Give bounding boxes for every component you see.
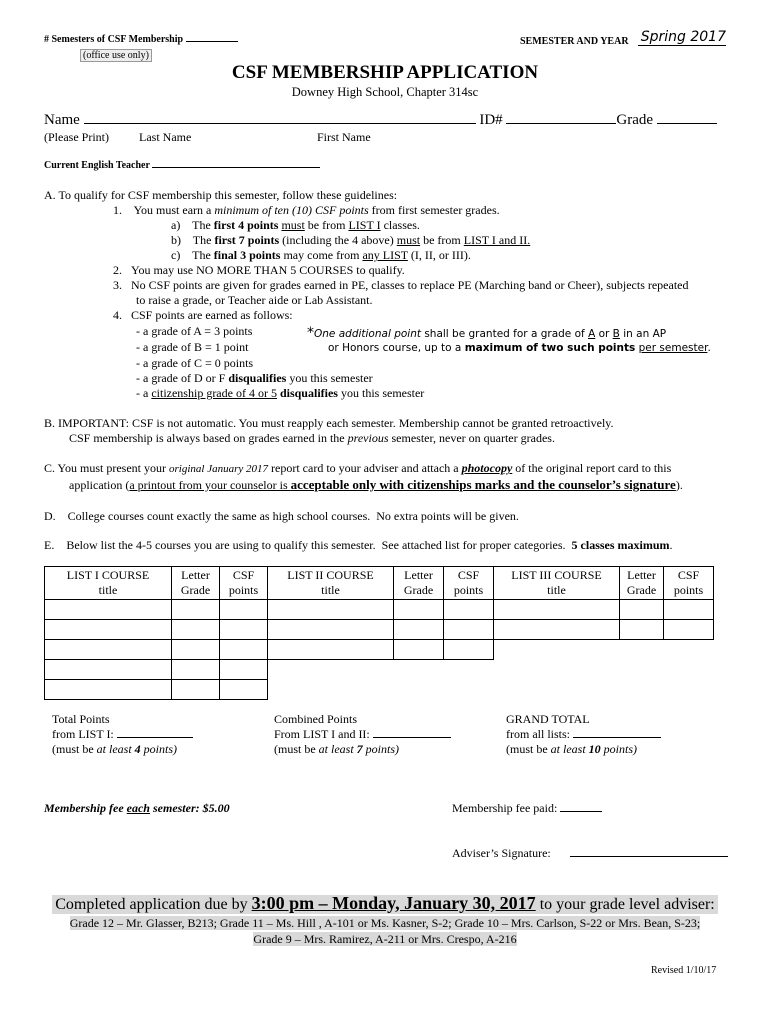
text-emphasis: minimum of ten (10) CSF points xyxy=(214,203,369,217)
text-underline: must xyxy=(281,218,305,232)
section-b-line2 xyxy=(69,431,555,446)
text-underline: LIST I and II. xyxy=(463,233,531,247)
last-name-caption: Last Name xyxy=(139,130,192,144)
table-header-row xyxy=(45,567,714,600)
col-header-grade: Letter Grade xyxy=(620,567,664,600)
text: Completed application due by xyxy=(55,896,252,913)
text: be from xyxy=(304,218,349,232)
text-underline: a printout from your counselor is xyxy=(129,478,291,492)
course-cell[interactable] xyxy=(494,600,620,620)
id-input-line[interactable] xyxy=(506,123,616,124)
text: - a xyxy=(136,386,152,400)
section-a-item1b xyxy=(171,233,530,248)
text-underline: any LIST xyxy=(362,248,408,262)
text: CSF points are earned as follows: xyxy=(131,308,293,322)
grade-a-rule: - a grade of A = 3 points xyxy=(136,324,253,338)
col-header-list3: LIST III COURSE title xyxy=(494,567,620,600)
revised-date: Revised 1/10/17 xyxy=(651,965,717,976)
course-cell[interactable] xyxy=(45,600,172,620)
page-title: CSF MEMBERSHIP APPLICATION xyxy=(231,62,539,83)
text-bold: 4 xyxy=(134,742,141,756)
due-highlight xyxy=(52,895,717,914)
grade-cell[interactable] xyxy=(394,620,444,640)
text: (I, II, or III). xyxy=(407,248,471,262)
points-cell[interactable] xyxy=(444,600,494,620)
text-bold: final 3 points xyxy=(213,248,281,262)
text-emphasis: at least xyxy=(550,742,589,756)
section-a-item2 xyxy=(113,263,405,278)
adviser-signature-input[interactable] xyxy=(570,856,728,857)
empty-cell xyxy=(494,640,714,660)
points-cell[interactable] xyxy=(220,640,268,660)
semesters-input-line[interactable] xyxy=(186,41,238,42)
semester-year-label: SEMESTER AND YEAR xyxy=(520,36,629,47)
advisers-list-line1 xyxy=(0,916,770,931)
text-bold: 5 classes maximum xyxy=(571,538,670,552)
item-number: c) xyxy=(171,248,181,262)
grand-total xyxy=(506,712,661,757)
course-cell[interactable] xyxy=(268,600,394,620)
text: application ( xyxy=(69,478,130,492)
course-cell[interactable] xyxy=(268,620,394,640)
text-bold: disqualifies xyxy=(279,386,338,400)
grade-cell[interactable] xyxy=(620,600,664,620)
text: . xyxy=(707,342,711,354)
text-bold: first 4 points xyxy=(213,218,279,232)
text-emphasis: at least xyxy=(96,742,135,756)
text: ). xyxy=(675,478,683,492)
text-underline: B xyxy=(612,328,620,340)
table-row xyxy=(45,640,714,660)
col-header-list2: LIST II COURSE title xyxy=(268,567,394,600)
text: shall be granted for a grade of xyxy=(420,328,589,340)
text: from first semester grades. xyxy=(368,203,500,217)
section-a-item3-cont: to raise a grade, or Teacher aide or Lab Assistant. xyxy=(136,293,373,307)
item-number: 1. xyxy=(113,203,122,217)
text: (must be xyxy=(274,742,319,756)
office-use-note: (office use only) xyxy=(80,49,152,62)
points-cell[interactable] xyxy=(444,640,494,660)
grade-b-rule: - a grade of B = 1 point xyxy=(136,340,249,354)
course-cell[interactable] xyxy=(45,640,172,660)
text-emphasis: at least xyxy=(318,742,357,756)
teacher-input-line[interactable] xyxy=(152,167,320,168)
section-d: D. College courses count exactly the same as high school courses. No extra points will be given. xyxy=(44,509,519,523)
col-header-grade: Letter Grade xyxy=(172,567,220,600)
due-date: 3:00 pm – Monday, January 30, 2017 xyxy=(251,893,536,913)
teacher-field xyxy=(44,160,320,171)
text-bold: disqualifies xyxy=(228,371,287,385)
grade-input-line[interactable] xyxy=(657,123,717,124)
adviser-signature-field xyxy=(452,846,728,861)
semester-year-field[interactable] xyxy=(638,29,726,46)
item-number: a) xyxy=(171,218,181,232)
grade-cell[interactable] xyxy=(172,680,220,700)
course-cell[interactable] xyxy=(45,680,172,700)
fee-paid-input[interactable] xyxy=(560,811,602,812)
col-header-grade: Letter Grade xyxy=(394,567,444,600)
section-a-item3 xyxy=(113,278,689,293)
text: Membership fee xyxy=(44,801,127,815)
name-row xyxy=(44,112,717,129)
text-bold-underline: photocopy xyxy=(461,461,513,475)
text-underline: A xyxy=(588,328,596,340)
col-header-points: CSF points xyxy=(444,567,494,600)
course-cell[interactable] xyxy=(494,620,620,640)
total-list1-input[interactable] xyxy=(117,737,193,738)
fee-paid-field xyxy=(452,801,602,816)
text: classes. xyxy=(380,218,420,232)
text: (including the 4 above) xyxy=(279,233,397,247)
advisers-list-line2 xyxy=(0,932,770,947)
text-emphasis: points) xyxy=(362,742,400,756)
section-b-line1: B. IMPORTANT: CSF is not automatic. You must reapply each semester. Membership cannot be granted retroactively. xyxy=(44,416,614,430)
total-sublabel: From LIST I and II: xyxy=(274,727,370,741)
grade-df-rule xyxy=(136,371,373,386)
text: You must earn a xyxy=(133,203,215,217)
grade-cell[interactable] xyxy=(172,620,220,640)
first-name-caption: First Name xyxy=(317,130,371,144)
text: The xyxy=(192,248,214,262)
course-table xyxy=(44,566,714,700)
section-c-line1 xyxy=(44,461,671,476)
section-a-item1 xyxy=(113,203,500,218)
text-bold: first 7 points xyxy=(214,233,280,247)
please-print: (Please Print) xyxy=(44,130,109,144)
points-cell[interactable] xyxy=(444,620,494,640)
total-sublabel: from LIST I: xyxy=(52,727,114,741)
text: semester, never on quarter grades. xyxy=(388,431,555,445)
text-underline: each xyxy=(126,801,150,815)
section-a-intro: A. To qualify for CSF membership this semester, follow these guidelines: xyxy=(44,188,398,202)
teacher-label: Current English Teacher xyxy=(44,160,150,171)
grade-cell[interactable] xyxy=(394,600,444,620)
grand-total-input[interactable] xyxy=(573,737,661,738)
total-label: Total Points xyxy=(52,712,110,726)
membership-fee-note xyxy=(44,801,230,816)
text-bold-underline: acceptable only with citizenships marks and the counselor’s signature xyxy=(290,477,676,492)
grade-label: Grade xyxy=(616,112,654,128)
points-cell[interactable] xyxy=(220,600,268,620)
text: CSF membership is always based on grades earned in the xyxy=(69,431,348,445)
course-cell[interactable] xyxy=(45,620,172,640)
text: semester: $5.00 xyxy=(149,801,230,815)
page-subtitle: Downey High School, Chapter 314sc xyxy=(291,85,479,99)
total-label: Combined Points xyxy=(274,712,358,726)
section-a-item4 xyxy=(113,308,293,323)
points-cell[interactable] xyxy=(664,600,714,620)
ap-note-line2 xyxy=(328,342,711,354)
item-number: 4. xyxy=(113,308,122,322)
points-cell[interactable] xyxy=(664,620,714,640)
grade-c-rule: - a grade of C = 0 points xyxy=(136,356,254,370)
text: you this semester xyxy=(286,371,373,385)
grade-cell[interactable] xyxy=(172,660,220,680)
text: The xyxy=(192,233,215,247)
text: You may use NO MORE THAN 5 COURSES to qualify. xyxy=(131,263,405,277)
due-notice xyxy=(0,893,770,914)
course-cell[interactable] xyxy=(45,660,172,680)
text: The xyxy=(192,218,214,232)
points-cell[interactable] xyxy=(220,620,268,640)
grade-cell[interactable] xyxy=(620,620,664,640)
text: (must be xyxy=(506,742,551,756)
text-underline: citizenship grade of 4 or 5 xyxy=(151,386,277,400)
text-underline: per semester xyxy=(638,342,708,354)
grade-cell[interactable] xyxy=(172,600,220,620)
text: report card to your adviser and attach a xyxy=(268,461,462,475)
text: in an AP xyxy=(619,328,667,340)
section-a-item1a xyxy=(171,218,420,233)
citizenship-rule xyxy=(136,386,424,401)
semesters-label: # Semesters of CSF Membership xyxy=(44,34,184,45)
col-header-points: CSF points xyxy=(220,567,268,600)
ap-note-line1 xyxy=(307,325,666,341)
text: No CSF points are given for grades earned in PE, classes to replace PE (Marching band or Cheer), subjects repeated xyxy=(131,278,689,292)
advisers-text: Grade 9 – Mrs. Ramirez, A-211 or Mrs. Crespo, A-216 xyxy=(253,932,517,946)
text-bold: maximum of two such points xyxy=(464,342,636,354)
item-number: 3. xyxy=(113,278,122,292)
table-row xyxy=(45,660,714,680)
text-bold: 7 xyxy=(356,742,363,756)
table-row xyxy=(45,600,714,620)
total-sublabel: from all lists: xyxy=(506,727,570,741)
name-label: Name xyxy=(44,112,80,128)
total-label: GRAND TOTAL xyxy=(506,712,590,726)
total-list1 xyxy=(52,712,193,757)
empty-cell xyxy=(268,660,714,680)
points-cell[interactable] xyxy=(220,680,268,700)
text-emphasis: previous xyxy=(347,431,389,445)
text: or xyxy=(595,328,613,340)
table-row xyxy=(45,620,714,640)
asterisk-icon: * xyxy=(307,325,314,341)
text: E. Below list the 4-5 courses you are using to qualify this semester. See attached list for proper categories. xyxy=(44,538,572,552)
text-bold: 10 xyxy=(588,742,601,756)
total-list1-2 xyxy=(274,712,451,757)
text: you this semester xyxy=(337,386,425,400)
text: or Honors course, up to a xyxy=(328,342,465,354)
advisers-text: Grade 12 – Mr. Glasser, B213; Grade 11 – Ms. Hill , A-101 or Ms. Kasner, S-2; Grade 10 – Mrs. Carlson, S-22 or Mrs. Bean, S-23; xyxy=(69,916,701,930)
section-a-item1c xyxy=(171,248,471,263)
col-header-points: CSF points xyxy=(664,567,714,600)
text: C. You must present your xyxy=(44,461,170,475)
total-list2-input[interactable] xyxy=(373,737,451,738)
name-input-line[interactable] xyxy=(84,123,476,124)
text: of the original report card to this xyxy=(512,461,672,475)
text: (must be xyxy=(52,742,97,756)
id-label: ID# xyxy=(479,112,503,128)
text-underline: LIST I xyxy=(348,218,381,232)
table-row xyxy=(45,680,714,700)
item-number: b) xyxy=(171,233,181,247)
fee-paid-label: Membership fee paid: xyxy=(452,801,558,815)
text-emphasis: One additional point xyxy=(314,328,421,340)
grade-cell[interactable] xyxy=(394,640,444,660)
section-c-line2 xyxy=(69,477,683,493)
text: . xyxy=(669,538,673,552)
semesters-field xyxy=(44,34,238,45)
points-cell[interactable] xyxy=(220,660,268,680)
col-header-list1: LIST I COURSE title xyxy=(45,567,172,600)
section-e xyxy=(44,538,673,553)
text-emphasis: points) xyxy=(600,742,638,756)
adviser-signature-label: Adviser’s Signature: xyxy=(452,846,551,860)
semester-year-value: Spring 2017 xyxy=(640,29,726,45)
text-emphasis: original January 2017 xyxy=(169,463,269,475)
text-emphasis: points) xyxy=(140,742,178,756)
course-cell[interactable] xyxy=(268,640,394,660)
text-underline: must xyxy=(396,233,421,247)
text: - a grade of D or F xyxy=(136,371,229,385)
grade-cell[interactable] xyxy=(172,640,220,660)
item-number: 2. xyxy=(113,263,122,277)
text: may come from xyxy=(280,248,363,262)
empty-cell xyxy=(268,680,714,700)
text: be from xyxy=(420,233,464,247)
text: to your grade level adviser: xyxy=(535,896,715,913)
